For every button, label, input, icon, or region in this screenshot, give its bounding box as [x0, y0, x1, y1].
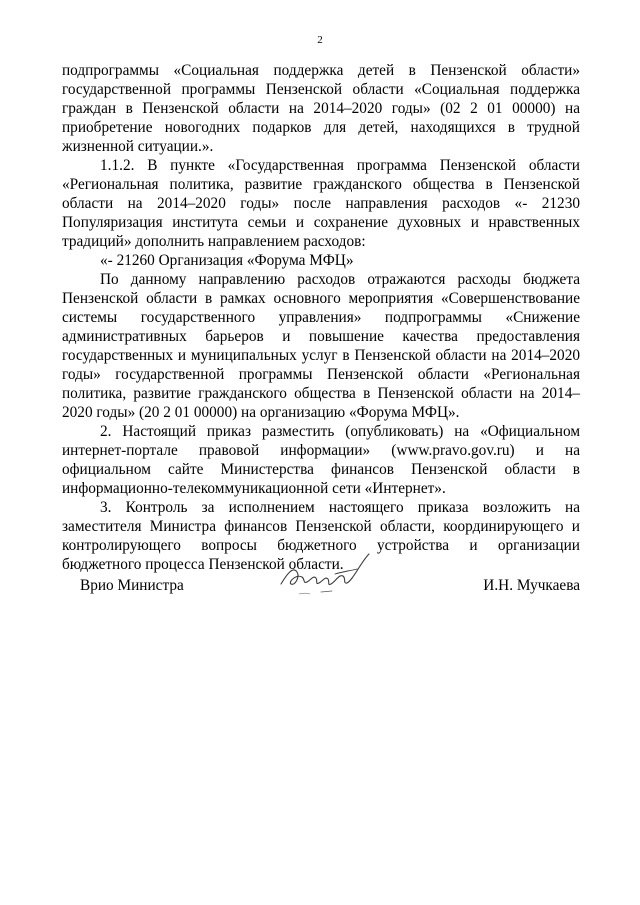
signatory-title: Врио Министра [80, 577, 184, 594]
document-body [62, 61, 580, 574]
signature-block [62, 569, 580, 609]
handwritten-signature [269, 544, 384, 604]
paragraph-expense-description: По данному направлению расходов отражаются расходы бюджета Пензенской области в рамках основного мероприятия «Совершенствование системы государственного управления» подпрограммы «Снижение административных барьеров и повышение качества предоставления государственных и муниципальных услуг в Пензенской области на 2014–2020 годы» государственной программы Пензенской области «Региональная политика, развитие гражданского общества в Пензенской области на 2014–2020 годы» (20 2 01 00000) на организацию «Форума МФЦ». [62, 271, 580, 421]
paragraph-continuation: подпрограммы «Социальная поддержка детей в Пензенской области» государственной программы Пензенской области «Социальная поддержка граждан в Пензенской области на 2014–2020 годы» (02 2 01 00000) на приобретение новогодних подарков для детей, находящихся в трудной жизненной ситуации.». [62, 62, 580, 155]
paragraph-2-publish: 2. Настоящий приказ разместить (опубликовать) на «Официальном интернет-портале правовой информации» (www.pravo.gov.ru) и на официальном сайте Министерства финансов Пензенской области в информационно-телекоммуникационной сети «Интернет». [62, 423, 580, 497]
paragraph-3-control: 3. Контроль за исполнением настоящего приказа возложить на заместителя Министра финансов Пензенской области, координирующего и контролирующего вопросы бюджетного устройства и организации бюджетного процесса Пензенской области. [62, 499, 580, 573]
paragraph-expense-code: «- 21260 Организация «Форума МФЦ» [100, 252, 354, 269]
signer-name: И.Н. Мучкаева [483, 577, 580, 594]
paragraph-1-1-2: 1.1.2. В пункте «Государственная программа Пензенской области «Региональная политика, развитие гражданского общества в Пензенской области на 2014–2020 годы» после направления расходов «- 21230 Популяризация института семьи и сохранение духовных и нравственных традиций» дополнить направлением расходов: [62, 157, 580, 250]
page-number: 2 [317, 34, 323, 46]
